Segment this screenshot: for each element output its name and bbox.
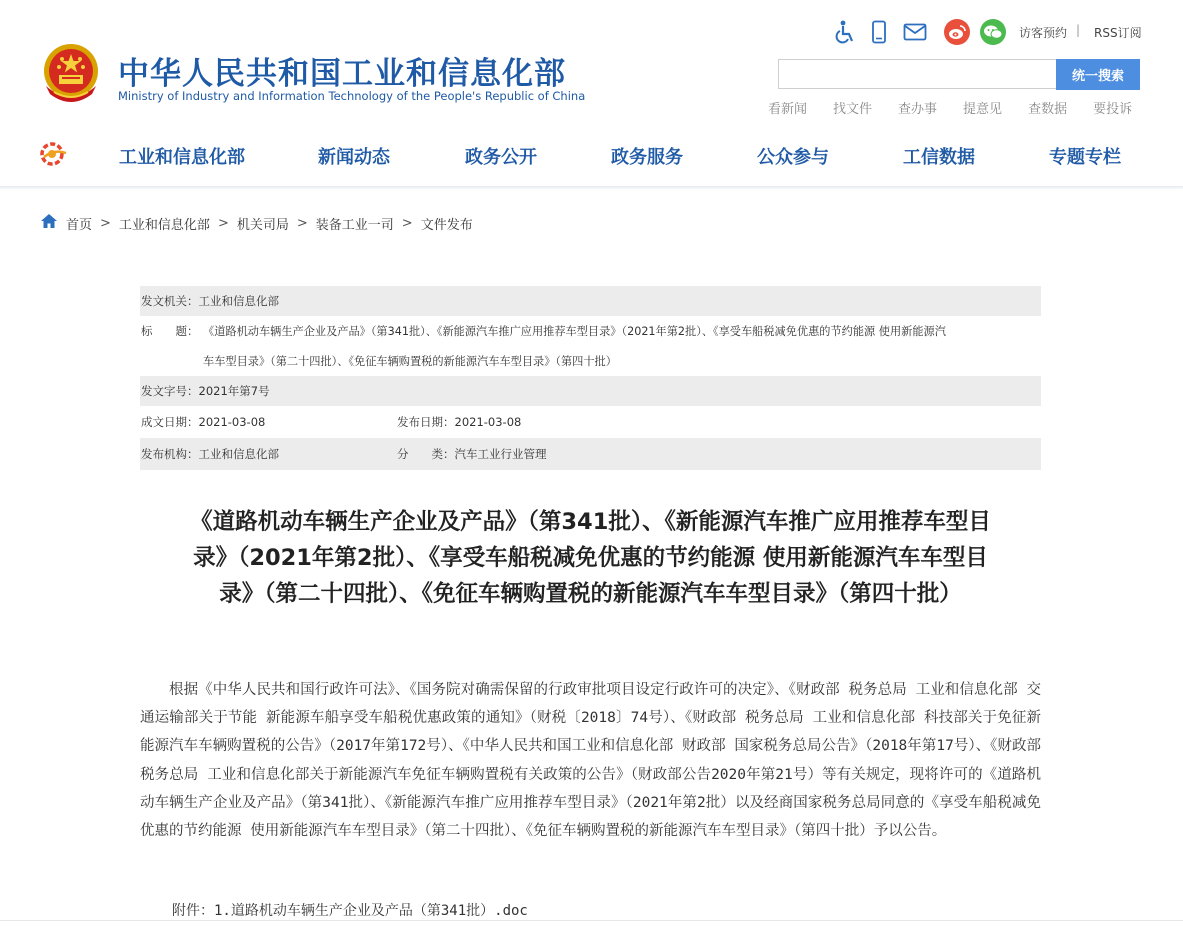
unified-search-button[interactable]: 统一搜索 — [1056, 59, 1140, 90]
search-input[interactable] — [778, 59, 1056, 89]
article-title-line: 录》（第二十四批）、《免征车辆购置税的新能源汽车车型目录》（第四十批） — [219, 581, 962, 607]
meta-doc-number-label: 发文字号： — [141, 384, 199, 398]
meta-issuer-label: 发文机关： — [141, 294, 199, 308]
meta-title-value-line2: 车车型目录》（第二十四批）、《免征车辆购置税的新能源汽车车型目录》（第四十批） — [203, 355, 617, 368]
breadcrumb-home[interactable]: 首页 — [66, 217, 93, 233]
rss-subscribe-link[interactable]: RSS订阅 — [1094, 26, 1142, 40]
article-body — [140, 676, 1041, 845]
meta-issuer-value: 工业和信息化部 — [198, 294, 279, 308]
meta-category — [397, 438, 547, 470]
main-nav — [0, 133, 1183, 175]
quick-link-data[interactable]: 查数据 — [1028, 102, 1068, 117]
meta-created-date — [141, 406, 265, 438]
attachment-link[interactable]: 1.道路机动车辆生产企业及产品（第341批）.doc — [214, 903, 528, 919]
meta-created-label: 成文日期： — [141, 415, 199, 429]
home-icon[interactable] — [40, 213, 58, 233]
weibo-icon[interactable] — [944, 19, 970, 45]
quick-link-services[interactable]: 查办事 — [898, 102, 938, 117]
meta-row-issuer — [140, 286, 1041, 316]
meta-doc-number-value: 2021年第7号 — [198, 384, 270, 398]
quick-links — [768, 98, 1132, 117]
mail-icon[interactable] — [902, 19, 928, 45]
document-meta-table — [140, 286, 1041, 470]
meta-agency-value: 工业和信息化部 — [198, 447, 279, 461]
meta-category-label: 分 类： — [397, 447, 455, 461]
meta-published-date — [397, 406, 521, 438]
meta-published-label: 发布日期： — [397, 415, 455, 429]
nav-item-miit[interactable]: 工业和信息化部 — [119, 147, 245, 168]
attachment-label: 附件： — [172, 903, 214, 919]
mobile-icon[interactable] — [866, 19, 892, 45]
quick-link-complaints[interactable]: 要投诉 — [1093, 102, 1133, 117]
nav-item-government-services[interactable]: 政务服务 — [611, 147, 683, 168]
nav-item-public-participation[interactable]: 公众参与 — [757, 147, 829, 168]
meta-published-value: 2021-03-08 — [454, 415, 522, 429]
meta-title-value-line1: 《道路机动车辆生产企业及产品》（第341批）、《新能源汽车推广应用推荐车型目录》（2021年第2批）、《享受车船税减免优惠的节约能源 使用新能源汽 — [203, 325, 946, 338]
nav-item-government-affairs[interactable]: 政务公开 — [465, 147, 537, 168]
article-title-line: 《道路机动车辆生产企业及产品》（第341批）、《新能源汽车推广应用推荐车型目 — [190, 509, 991, 535]
header-divider — [0, 186, 1183, 190]
site-subtitle: Ministry of Industry and Information Technology of the People's Republic of China — [118, 89, 586, 103]
breadcrumb-separator: > — [401, 215, 413, 231]
breadcrumb-equipment-dept[interactable]: 装备工业一司 — [315, 217, 394, 233]
top-links-separator: | — [1076, 23, 1081, 37]
nav-item-news[interactable]: 新闻动态 — [318, 147, 390, 168]
article-title — [140, 504, 1041, 612]
breadcrumb-separator: > — [217, 215, 229, 231]
meta-row-agency — [140, 438, 1041, 470]
meta-row-title — [140, 316, 1041, 376]
meta-agency — [141, 438, 279, 470]
meta-category-value: 汽车工业行业管理 — [454, 447, 547, 461]
article-title-line: 录》（2021年第2批）、《享受车船税减免优惠的节约能源 使用新能源汽车车型目 — [193, 545, 988, 571]
visitor-appointment-link[interactable]: 访客预约 — [1019, 26, 1068, 40]
page-bottom-divider — [0, 920, 1183, 921]
meta-created-value: 2021-03-08 — [198, 415, 266, 429]
meta-row-doc-number — [140, 376, 1041, 406]
national-emblem-logo — [40, 42, 102, 108]
quick-link-documents[interactable]: 找文件 — [833, 102, 873, 117]
breadcrumb — [40, 213, 473, 233]
meta-title-label: 标 题： — [141, 324, 199, 338]
breadcrumb-documents[interactable]: 文件发布 — [420, 217, 473, 233]
breadcrumb-miit[interactable]: 工业和信息化部 — [118, 217, 210, 233]
breadcrumb-separator: > — [296, 215, 308, 231]
breadcrumb-departments[interactable]: 机关司局 — [236, 217, 289, 233]
meta-agency-label: 发布机构： — [141, 447, 199, 461]
site-title[interactable]: 中华人民共和国工业和信息化部 — [118, 56, 566, 92]
meta-row-dates — [140, 406, 1041, 438]
quick-link-news[interactable]: 看新闻 — [768, 102, 808, 117]
wechat-icon[interactable] — [980, 19, 1006, 45]
breadcrumb-separator: > — [100, 215, 111, 231]
accessibility-icon[interactable] — [832, 19, 858, 45]
nav-item-special-topics[interactable]: 专题专栏 — [1049, 147, 1121, 168]
quick-link-suggestions[interactable]: 提意见 — [963, 102, 1003, 117]
attachment-line — [172, 900, 528, 920]
article-paragraph: 根据《中华人民共和国行政许可法》、《国务院对确需保留的行政审批项目设定行政许可的决定》、《财政部 税务总局 工业和信息化部 交通运输部关于节能 新能源车船享受车船税优惠政策的通知》（财税〔2018〕74号）、《财政部 税务总局 工业和信息化部 科技部关于免征新能源汽车车辆购置税的公告》（2017年第172号）、《中华人民共和国工业和信息化部 财政部 国家税务总局公告》（2018年第17号）、《财政部 税务总局 工业和信息化部关于新能源汽车免征车辆购置税有关政策的公告》（财政部公告2020年第21号）等有关规定，现将许可的《道路机动车辆生产企业及产品》（第341批）、《新能源汽车推广应用推荐车型目录》（2021年第2批）以及经商国家税务总局同意的《享受车船税减免优惠的节约能源 使用新能源汽车车型目录》（第二十四批）、《免征车辆购置税的新能源汽车车型目录》（第四十批）予以公告。 — [140, 682, 1041, 840]
nav-item-data[interactable]: 工信数据 — [903, 147, 975, 168]
